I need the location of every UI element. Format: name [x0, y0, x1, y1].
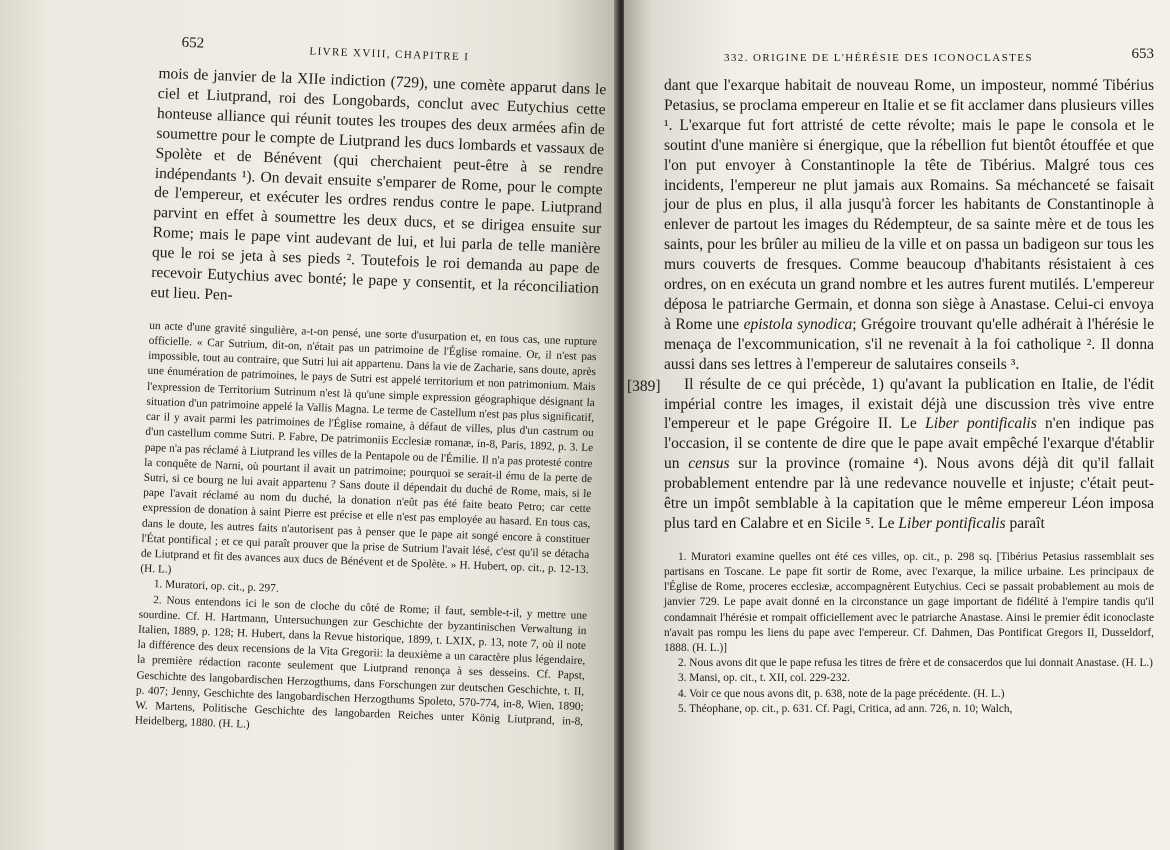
paragraph-2-text-d: paraît	[1009, 514, 1045, 532]
paragraph-2-italic-2: census	[688, 455, 730, 473]
paragraph-1-text-b: ; Grégoire trouvant qu'elle adhérait à l'hérésie le menaça de l'excommunication, s'il ne revenait à la foi catholique ². Il donna aussi dans ses lettres à l'empereur de salutaires conseils ³.	[664, 315, 1154, 373]
left-body-text	[150, 64, 606, 319]
left-page-number: 652	[181, 34, 205, 52]
right-running-head	[664, 46, 1154, 76]
right-page-number: 653	[1131, 46, 1154, 62]
left-running-title: LIVRE XVIII, CHAPITRE I	[309, 45, 470, 64]
right-body-text	[627, 76, 1155, 534]
footnote-1: 1. Muratori examine quelles ont été ces villes, op. cit., p. 298 sq. [Tibérius Petasius rassemblait ses partisans en Toscane. Le pape fit sortir de Rome, avec l'exarque, la milice urbaine. Les principaux de l'Église de Rome, proceres ecclesiæ, accompagnèrent Eutychius. Ceci se passait probablement au mois de janvier 729. Le pape avait donné en la circonstance un gage important de fidélité à l'empire tandis qu'il condamnait l'hérésie et rompait officiellement avec le patriarche Anastase. Ainsi le premier édit iconoclaste n'avait pas rompu les liens du pape avec l'empereur. Cf. Dahmen, Das Pontificat Gregors II, Dusseldorf, 1888. (H. L.)]	[664, 550, 1154, 655]
paragraph-2-text-a: Il résulte de ce qui précède, 1) qu'avant la publication en Italie, de l'édit impérial contre les images, il existait déjà une discussion très vive entre l'empereur et le pape Grégoire II. Le	[664, 375, 1154, 433]
paragraph-2-italic-1: Liber pontificalis	[925, 415, 1037, 433]
footnote-continuation: un acte d'une gravité singulière, a-t-on pensé, une sorte d'usurpation et, en tous cas, une rupture officielle. « Car Sutrium, dit-on, n'était pas un patrimoine de l'Église romaine. Or, il n'est pas impossible, tout au contraire, que Sutri lui ait appartenu. Dans la vie de Zacharie, sans doute, après une énumération de patrimoines, le pays de Sutri est appelé territorium et non patrimonium. Mais l'expression de Territorium Sutrinum n'est là qu'une simple expression géographique désignant la situation d'un patrimoine appelé la Vallis Magna. Le terme de Castellum n'est pas plus significatif, car il y avait parmi les patrimoines de l'Église romaine, à défaut de villes, plus d'un castrum ou d'un castellum comme Sutri. P. Fabre, De patrimoniis Ecclesiæ romanæ, in-8, Paris, 1892, p. 3. Le pape n'a pas réclamé à Liutprand les villes de la Pentapole ou de l'Émilie. Il n'a pas protesté contre la conquête de Narni, où pourtant il avait un patrimoine; pourquoi se serait-il ému de la perte de Sutri, si ce bourg ne lui avait appartenu ? Sans doute il dépendait du duché de Rome, mais, si le pape l'avait réclamé au nom du duché, la donation n'eût pas été faite beato Petro; car cette expression de donation à saint Pierre est précise et elle n'est pas employée au hasard. En tous cas, dans le doute, les autres faits n'autorisent pas à penser que le pape ait songé encore à constituer l'État pontifical ; et ce qui paraît prouver que la prise de Sutrium l'avait lésé, c'est qu'il se détacha de Liutprand et fit des avances aux ducs de Bénévent et de Spolète. » H. Hubert, op. cit., p. 12-13. (H. L.)	[140, 319, 598, 576]
right-footnotes	[664, 550, 1154, 717]
paragraph-1-text-a: dant que l'exarque habitait de nouveau Rome, un imposteur, nommé Tibérius Petasius, se proclama empereur en Italie et se fit acclamer dans plusieurs villes ¹. L'exarque fut fort attristé de cette révolte; mais le pape le consola et le soutint d'une manière si énergique, que la rébellion fut bientôt étouffée et que l'on put envoyer à Constantinople la tête de Tibérius. Malgré tous ces incidents, l'empereur ne plut jamais aux Romains. Sa méchanceté se faisait jour de plus en plus, il alla jusqu'à forcer les habitants de Constantinople à enlever de partout les images du Rédempteur, de sa sainte mère et de tous les saints, pour les brûler au milieu de la ville et on passa un badigeon sur tous les murs couverts de fresques. Comme beaucoup d'habitants résistaient à ces ordres, on en exécuta un grand nombre et les autres furent mutilés. L'empereur déposa le patriarche Germain, et donna son siège à Anastase. Celui-ci envoya à Rome une	[664, 77, 1154, 333]
right-paragraph-2	[664, 375, 1154, 534]
footnote-4: 4. Voir ce que nous avons dit, p. 638, note de la page précédente. (H. L.)	[678, 687, 1005, 700]
right-page-content	[627, 46, 1155, 717]
paragraph-2-text-b: n'en indique pas l'occasion, il se contente de dire que le pape avait empêché l'exarque d'établir un	[664, 415, 1154, 473]
left-body-paragraph: mois de janvier de la XIIe indiction (729), une comète apparut dans le ciel et Liutprand, roi des Longobards, conclut avec Eutychius cette honteuse alliance qui réunit toutes les troupes des deux armées afin de soumettre pour le compte de Liutprand les ducs lombards et vassaux de Spolète et de Bénévent (qui cherchaient peut-être à se rendre indépendants ¹). On devait ensuite s'emparer de Rome, pour le compte de l'empereur, et exécuter les ordres rendus contre le pape. Liutprand parvint en effet à soumettre les deux ducs, et se dirigea ensuite sur Rome; mais le pape vint audevant de lui, et lui parla de telle manière que le roi se jeta à ses pieds ². Toutefois le roi demanda au pape de recevoir Eutychius avec bonté; le pape y consentit, et la réconciliation eut lieu. Pen-	[150, 64, 607, 304]
left-page-content	[135, 34, 608, 745]
right-page	[624, 0, 1170, 850]
right-paragraph-1	[664, 76, 1154, 375]
footnote-1: 1. Muratori, op. cit., p. 297.	[153, 578, 279, 596]
footnote-2: 2. Nous avons dit que le pape refusa les titres de frère et de consacerdos que lui donnait Anastase. (H. L.)	[678, 657, 1153, 670]
paragraph-2-italic-3: Liber pontificalis	[898, 514, 1006, 532]
paragraph-1-italic: epistola synodica	[743, 315, 853, 333]
margin-page-marker: [389]	[627, 378, 661, 395]
right-running-title: 332. ORIGINE DE L'HÉRÉSIE DES ICONOCLASTES	[724, 52, 1033, 64]
paragraph-2-text-c: sur la province (romaine ⁴). Nous avons déjà dit qu'il fallait probablement entendre par là une redevance nouvelle et injuste; c'était peut-être un impôt semblable à la capitation que le même empereur Léon imposa plus tard en Calabre et en Sicile ⁵. Le	[664, 455, 1155, 532]
footnote-5: 5. Théophane, op. cit., p. 631. Cf. Pagi, Critica, ad ann. 726, n. 10; Walch,	[678, 702, 1013, 715]
left-footnotes	[135, 319, 598, 746]
footnote-2: 2. Nous entendons ici le son de cloche du côté de Rome; il faut, semble-t-il, y mettre une sourdine. Cf. H. Hartmann, Untersuchungen zur Geschichte der byzantinischen Verwaltung in Italien, 1889, p. 128; H. Hubert, dans la Revue historique, 1899, t. LXIX, p. 13, note 7, où il note la différence des deux recensions de la Vita Gregorii: la deuxième a un caractère plus légendaire, la première rédaction raconte seulement que Liutprand renonça à ses desseins. Cf. Papst, Geschichte des langobardischen Herzogthums, dans Forschungen zur deutschen Geschichte, t. II, p. 407; Jenny, Geschichte des langobardischen Herzogthums Spoleto, 570-774, in-8, Wien, 1890; W. Martens, Politische Geschichte des langobarden Reiches unter König Liutprand, in-8, Heidelberg, 1880. (H. L.)	[134, 593, 588, 731]
footnote-3: 3. Mansi, op. cit., t. XII, col. 229-232.	[678, 672, 850, 685]
